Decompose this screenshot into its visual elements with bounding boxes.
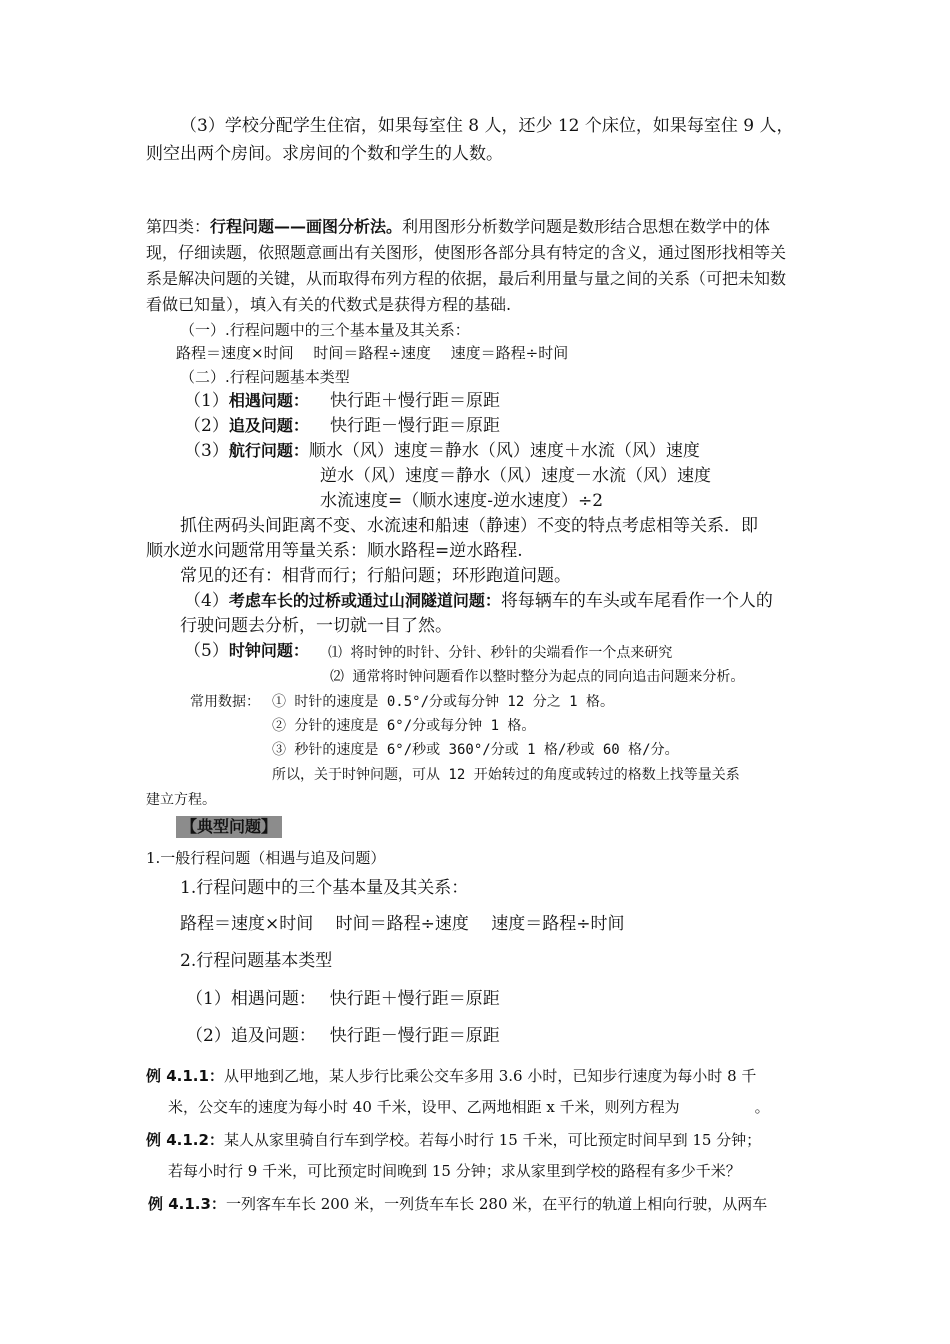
clock-label: 时钟问题： (228, 641, 309, 660)
example-1-text: 从甲地到乙地，某人步行比乘公交车多用 3.6 小时，已知步行速度为每小时 8 千 (223, 1067, 757, 1085)
type4-line3: 系是解决问题的关键，从而取得布列方程的依据，最后利用量与量之间的关系（可把未知数 (146, 269, 787, 288)
sail-formula2: 逆水（风）速度＝静水（风）速度－水流（风）速度 (320, 466, 711, 486)
type4-line1 (146, 217, 770, 236)
example-2-line1 (146, 1131, 761, 1149)
sail-note2: 顺水逆水问题常用等量关系：顺水路程=逆水路程. (146, 541, 523, 561)
meet-line (184, 391, 309, 411)
clock-num: （5） (184, 641, 229, 661)
tunnel-line (184, 591, 773, 611)
conclusion-line2: 建立方程。 (146, 792, 216, 808)
clock-point2: ⑵ 通常将时钟问题看作以整时整分为起点的同向追击问题来分析。 (330, 669, 745, 685)
tunnel-label: 考虑车长的过桥或通过山洞隧道问题： (228, 591, 501, 610)
example-3-line1 (148, 1195, 767, 1213)
example-2-line2: 若每小时行 9 千米，可比预定时间晚到 15 分钟；求从家里到学校的路程有多少千米？ (168, 1162, 741, 1180)
example-3-label: 例 4.1.3： (148, 1195, 226, 1213)
type4-line1-rest: 利用图形分析数学问题是数形结合思想在数学中的体 (402, 217, 771, 236)
tunnel-line2: 行驶问题去分析，一切就一目了然。 (180, 616, 452, 636)
example-3-text: 一列客车车长 200 米，一列货车车长 280 米，在平行的轨道上相向行驶，从两车 (225, 1195, 768, 1213)
data-1: ① 时针的速度是 0.5°/分或每分钟 12 分之 1 格。 (272, 694, 615, 710)
typical-sub2: 2.行程问题基本类型 (180, 951, 333, 971)
chase-label: 追及问题： (228, 416, 309, 435)
meet-num: （1） (184, 391, 229, 411)
clock-point1: ⑴ 将时钟的时针、分针、秒针的尖端看作一个点来研究 (328, 645, 673, 661)
sail-note1: 抓住两码头间距离不变、水流速和船速（静速）不变的特点考虑相等关系．即 (180, 516, 758, 536)
example-1-line1 (146, 1067, 756, 1085)
type4-label: 第四类： (146, 217, 211, 236)
example-1-line2: 米，公交车的速度为每小时 40 千米，设甲、乙两地相距 x 千米，则列方程为 。 (168, 1098, 770, 1116)
typical-meet: （1）相遇问题： 快行距＋慢行距＝原距 (186, 989, 500, 1009)
typical-chase: （2）追及问题： 快行距－慢行距＝原距 (186, 1026, 500, 1046)
part2-heading: （二）.行程问题基本类型 (180, 368, 350, 386)
type4-title: 行程问题——画图分析法。 (210, 217, 403, 236)
part1-formulas: 路程＝速度×时间 时间＝路程÷速度 速度＝路程÷时间 (176, 344, 569, 362)
chase-line (184, 416, 309, 436)
meet-formula: 快行距＋慢行距＝原距 (330, 391, 500, 411)
clock-line (184, 641, 309, 661)
q3-line2: 则空出两个房间。求房间的个数和学生的人数。 (146, 144, 503, 164)
typical-item1: 1.一般行程问题（相遇与追及问题） (146, 849, 386, 867)
typical-heading: 【典型问题】 (176, 816, 282, 838)
q3-line1: （3）学校分配学生住宿，如果每室住 8 人，还少 12 个床位，如果每室住 9 人， (180, 116, 794, 136)
meet-label: 相遇问题： (228, 391, 309, 410)
type4-line4: 看做已知量），填入有关的代数式是获得方程的基础. (146, 295, 512, 314)
data-3: ③ 秒针的速度是 6°/秒或 360°/分或 1 格/秒或 60 格/分。 (272, 742, 679, 758)
type4-line2: 现，仔细读题，依照题意画出有关图形，使图形各部分具有特定的含义，通过图形找相等关 (146, 243, 787, 262)
common-types: 常见的还有：相背而行；行船问题；环形跑道问题。 (180, 566, 571, 586)
data-2: ② 分针的速度是 6°/分或每分钟 1 格。 (272, 718, 536, 734)
sail-formula1: 顺水（风）速度＝静水（风）速度＋水流（风）速度 (308, 441, 700, 461)
example-2-text: 某人从家里骑自行车到学校。若每小时行 15 千米，可比预定时间早到 15 分钟； (223, 1131, 762, 1149)
sail-line (184, 441, 700, 461)
typical-sub1: 1.行程问题中的三个基本量及其关系： (180, 878, 469, 898)
conclusion-line1: 所以，关于时钟问题，可从 12 开始转过的角度或转过的格数上找等量关系 (272, 767, 740, 783)
tunnel-num: （4） (184, 591, 229, 611)
part1-heading: （一）.行程问题中的三个基本量及其关系： (180, 321, 470, 339)
chase-num: （2） (184, 416, 229, 436)
example-1-label: 例 4.1.1： (146, 1067, 224, 1085)
sail-num: （3） (184, 441, 229, 461)
example-2-label: 例 4.1.2： (146, 1131, 224, 1149)
typical-formulas: 路程＝速度×时间 时间＝路程÷速度 速度＝路程÷时间 (180, 914, 625, 934)
sail-formula3: 水流速度=（顺水速度-逆水速度）÷2 (320, 491, 604, 511)
sail-label: 航行问题： (228, 441, 309, 460)
tunnel-rest: 将每辆车的车头或车尾看作一个人的 (500, 591, 773, 611)
data-label: 常用数据： (190, 694, 260, 710)
chase-formula: 快行距－慢行距＝原距 (330, 416, 500, 436)
